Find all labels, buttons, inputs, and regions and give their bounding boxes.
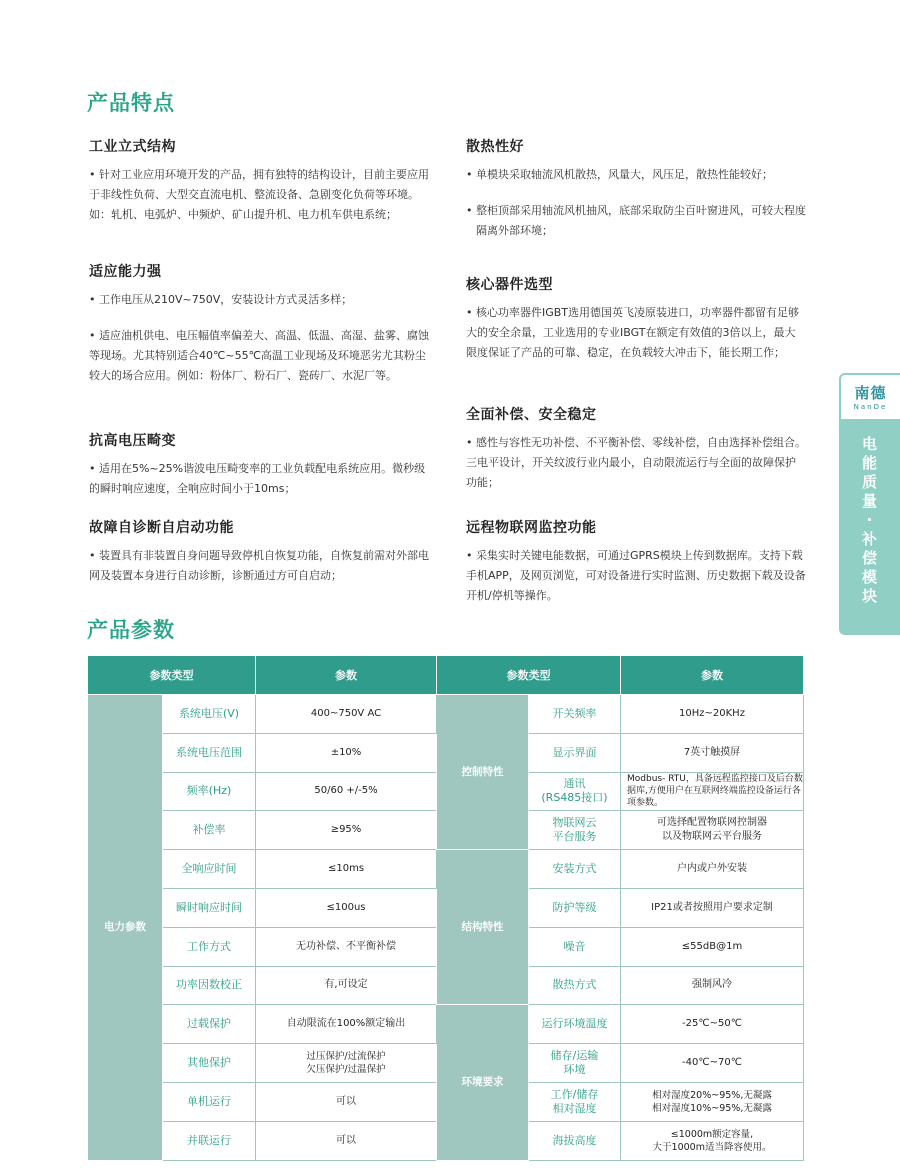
param-value: 400~750V AC xyxy=(256,695,437,734)
feature-heat xyxy=(466,136,806,241)
param-value: ≤100us xyxy=(256,888,437,927)
param-name: 并联运行 xyxy=(163,1121,256,1160)
param-value: 无功补偿、不平衡补偿 xyxy=(256,927,437,966)
table-header-row xyxy=(88,656,804,695)
param-name: 频率(Hz) xyxy=(163,772,256,811)
param-value: ≤1000m额定容量, 大于1000m适当降容使用。 xyxy=(621,1121,804,1160)
param-name: 瞬时响应时间 xyxy=(163,888,256,927)
param-name: 海拔高度 xyxy=(529,1121,621,1160)
param-value: 10Hz~20KHz xyxy=(621,695,804,734)
feature-text: • 适用在5%~25%谐波电压畸变率的工业负载配电系统应用。微秒级的瞬时响应速度，全响应时间小于10ms； xyxy=(89,462,426,495)
param-value: -40℃~70℃ xyxy=(621,1044,804,1083)
feature-title: 全面补偿、安全稳定 xyxy=(466,407,597,423)
feature-text: • 核心功率器件IGBT选用德国英飞凌原装进口，功率器件都留有足够大的安全余量，工业选用的专业IBGT在额定有效值的3倍以上，最大限度保证了产品的可靠、稳定，在负载较大冲击下，能长期工作； xyxy=(466,306,800,359)
param-name: 物联网云 平台服务 xyxy=(529,811,621,850)
feature-compensation xyxy=(466,404,806,493)
param-value: 7英寸触摸屏 xyxy=(621,733,804,772)
param-value: 自动限流在100%额定输出 xyxy=(256,1005,437,1044)
brand-logo xyxy=(841,375,900,419)
feature-title: 工业立式结构 xyxy=(89,139,176,155)
param-name: 功率因数校正 xyxy=(163,966,256,1005)
param-value: 过压保护/过流保护 欠压保护/过温保护 xyxy=(256,1044,437,1083)
param-name: 工作/储存 相对湿度 xyxy=(529,1082,621,1121)
group-structure: 结构特性 xyxy=(437,850,529,1005)
param-value: 户内或户外安装 xyxy=(621,850,804,889)
param-name: 安装方式 xyxy=(529,850,621,889)
param-value: 有,可设定 xyxy=(256,966,437,1005)
header-param-type: 参数类型 xyxy=(437,656,621,695)
header-param: 参数 xyxy=(256,656,437,695)
feature-structure xyxy=(89,136,429,225)
feature-text: • 采集实时关键电能数据，可通过GPRS模块上传到数据库。支持下载手机APP，及网页浏览，可对设备进行实时监测、历史数据下载及设备开机/停机等操作。 xyxy=(466,549,806,602)
feature-text: • 单模块采取轴流风机散热，风量大，风压足，散热性能较好； xyxy=(466,168,773,181)
param-value: ≤55dB@1m xyxy=(621,927,804,966)
param-value: 可以 xyxy=(256,1082,437,1121)
feature-title: 核心器件选型 xyxy=(466,277,553,293)
param-value: 相对湿度20%~95%,无凝露 相对湿度10%~95%,无凝露 xyxy=(621,1082,804,1121)
param-name: 开关频率 xyxy=(529,695,621,734)
feature-diagnosis xyxy=(89,517,429,586)
param-name: 显示界面 xyxy=(529,733,621,772)
param-name: 单机运行 xyxy=(163,1082,256,1121)
param-name: 防护等级 xyxy=(529,888,621,927)
feature-title: 抗高电压畸变 xyxy=(89,433,176,449)
group-power: 电力参数 xyxy=(88,695,163,1161)
features-section-title: 产品特点 xyxy=(87,91,175,115)
header-param-type: 参数类型 xyxy=(88,656,256,695)
feature-distortion xyxy=(89,430,429,499)
feature-text: • 感性与容性无功补偿、不平衡补偿、零线补偿，自由选择补偿组合。三电平设计，开关纹波行业内最小，自动限流运行与全面的故障保护功能； xyxy=(466,436,806,489)
param-value: IP21或者按照用户要求定制 xyxy=(621,888,804,927)
param-name: 系统电压范围 xyxy=(163,733,256,772)
param-name: 运行环境温度 xyxy=(529,1005,621,1044)
feature-title: 远程物联网监控功能 xyxy=(466,520,597,536)
params-section-title: 产品参数 xyxy=(87,618,175,642)
param-name: 通讯 (RS485接口) xyxy=(529,772,621,811)
logo-text-cn: 南德 xyxy=(854,384,887,402)
table-row xyxy=(88,850,804,889)
feature-iot xyxy=(466,517,806,606)
param-value: 可以 xyxy=(256,1121,437,1160)
group-control: 控制特性 xyxy=(437,695,529,850)
feature-text: • 装置具有非装置自身问题导致停机自恢复功能，自恢复前需对外部电网及装置本身进行自动诊断，诊断通过方可自启动； xyxy=(89,549,429,582)
feature-core xyxy=(466,274,806,363)
feature-text: • 工作电压从210V~750V，安装设计方式灵活多样； xyxy=(89,293,353,306)
param-name: 系统电压(V) xyxy=(163,695,256,734)
param-value: ±10% xyxy=(256,733,437,772)
side-tab xyxy=(839,373,900,635)
table-row xyxy=(88,695,804,734)
feature-title: 故障自诊断自启动功能 xyxy=(89,520,234,536)
feature-text: • 适应油机供电、电压幅值率偏差大、高温、低温、高湿、盐雾、腐蚀等现场。尤其特别适合40℃~55℃高温工业现场及环境恶劣尤其粉尘较大的场合应用。例如：粉体厂、粉石厂、瓷砖厂、水泥厂等。 xyxy=(89,329,429,382)
logo-text-en: NanDe xyxy=(853,403,888,411)
param-value: ≤10ms xyxy=(256,850,437,889)
side-tab-label: 电 能 质 量 · 补 偿 模 块 xyxy=(861,435,877,605)
param-value: 强制风冷 xyxy=(621,966,804,1005)
param-name: 噪音 xyxy=(529,927,621,966)
table-row xyxy=(88,1005,804,1044)
header-param: 参数 xyxy=(621,656,804,695)
param-value: 可选择配置物联网控制器 以及物联网云平台服务 xyxy=(621,811,804,850)
param-name: 过载保护 xyxy=(163,1005,256,1044)
feature-adapt xyxy=(89,261,429,386)
feature-text: • 针对工业应用环境开发的产品，拥有独特的结构设计，目前主要应用于非线性负荷、大型交直流电机、整流设备、急剧变化负荷等环境。如：轧机、电弧炉、中频炉、矿山提升机、电力机车供电系统； xyxy=(89,168,429,221)
param-value: ≥95% xyxy=(256,811,437,850)
param-name: 工作方式 xyxy=(163,927,256,966)
param-name: 补偿率 xyxy=(163,811,256,850)
feature-title: 适应能力强 xyxy=(89,264,162,280)
params-table xyxy=(87,655,804,1161)
param-value: -25℃~50℃ xyxy=(621,1005,804,1044)
feature-title: 散热性好 xyxy=(466,139,524,155)
param-name: 储存/运输 环境 xyxy=(529,1044,621,1083)
param-name: 其他保护 xyxy=(163,1044,256,1083)
param-name: 全响应时间 xyxy=(163,850,256,889)
param-value: Modbus- RTU，具备远程监控接口及后台数据库,方便用户在互联网终端监控设备运行各项参数。 xyxy=(621,772,804,811)
feature-text: • 整柜顶部采用轴流风机抽风，底部采取防尘百叶窗进风，可较大程度隔离外部环境； xyxy=(466,204,806,237)
param-name: 散热方式 xyxy=(529,966,621,1005)
param-value: 50/60 +/-5% xyxy=(256,772,437,811)
group-environment: 环境要求 xyxy=(437,1005,529,1160)
